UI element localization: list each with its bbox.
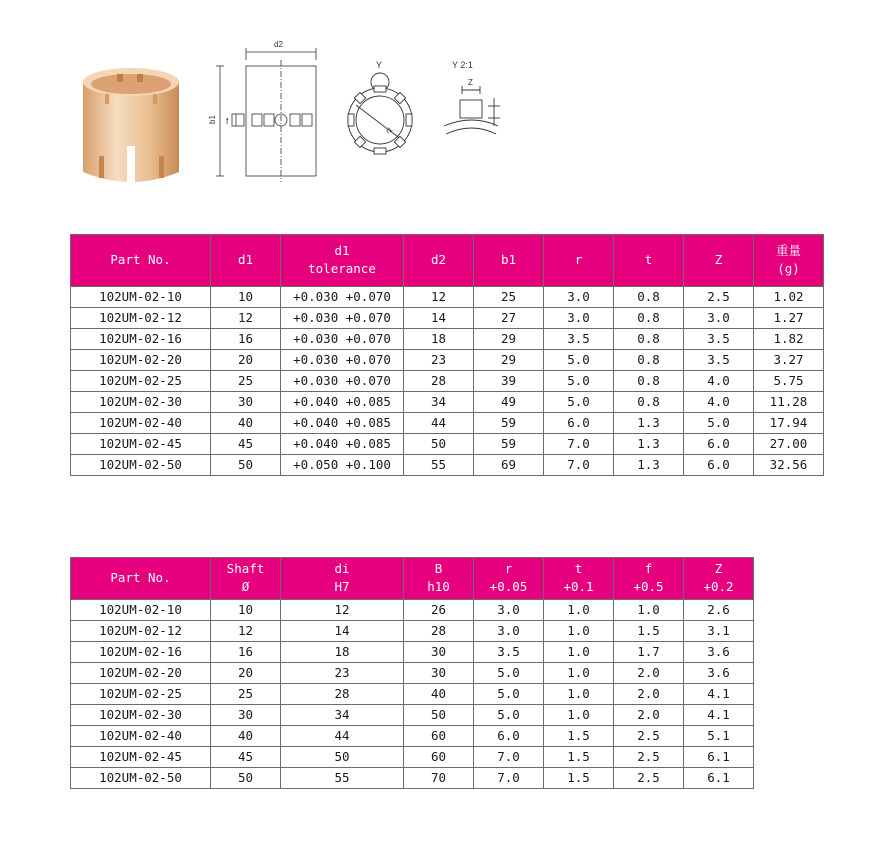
table-cell: 4.0 bbox=[684, 392, 754, 413]
table-cell: 70 bbox=[404, 768, 474, 789]
table-cell: 0.8 bbox=[614, 308, 684, 329]
column-header-line2: +0.5 bbox=[633, 579, 664, 594]
column-header bbox=[544, 235, 614, 287]
column-header bbox=[614, 235, 684, 287]
column-header-line2: H7 bbox=[334, 579, 350, 594]
table-cell: 12 bbox=[281, 600, 404, 621]
column-header-line1: B bbox=[434, 561, 443, 576]
table-row bbox=[71, 455, 824, 476]
table-cell: 5.75 bbox=[754, 371, 824, 392]
table-cell: 102UM-02-25 bbox=[71, 371, 211, 392]
table-cell: 18 bbox=[404, 329, 474, 350]
column-header-line2: tolerance bbox=[308, 261, 376, 276]
product-figure bbox=[70, 30, 530, 190]
table-cell: 5.1 bbox=[684, 726, 754, 747]
table-cell: 1.3 bbox=[614, 434, 684, 455]
table-cell: 2.5 bbox=[614, 726, 684, 747]
table-cell: 102UM-02-12 bbox=[71, 621, 211, 642]
table-cell: 26 bbox=[404, 600, 474, 621]
table-cell: 102UM-02-45 bbox=[71, 434, 211, 455]
table-cell: 102UM-02-50 bbox=[71, 455, 211, 476]
column-header bbox=[404, 235, 474, 287]
table-cell: 102UM-02-20 bbox=[71, 663, 211, 684]
table-cell: 0.8 bbox=[614, 350, 684, 371]
table-cell: 102UM-02-12 bbox=[71, 308, 211, 329]
table-row bbox=[71, 392, 824, 413]
column-header-line2: Ø bbox=[241, 579, 250, 594]
column-header-line2: +0.1 bbox=[563, 579, 594, 594]
table-row bbox=[71, 684, 754, 705]
table-cell: 102UM-02-16 bbox=[71, 329, 211, 350]
column-header-line1: Z bbox=[714, 252, 723, 267]
column-header-line1: d1 bbox=[237, 252, 254, 267]
table-cell: 16 bbox=[211, 329, 281, 350]
r1-label: r1 bbox=[385, 126, 395, 136]
table-cell: 29 bbox=[474, 350, 544, 371]
column-header-line1: f bbox=[644, 561, 653, 576]
table-cell: 27.00 bbox=[754, 434, 824, 455]
table-cell: 4.1 bbox=[684, 684, 754, 705]
table-row bbox=[71, 747, 754, 768]
table-cell: 1.27 bbox=[754, 308, 824, 329]
column-header-line1: di bbox=[334, 561, 350, 576]
table-cell: 1.5 bbox=[544, 726, 614, 747]
table-cell: 5.0 bbox=[544, 392, 614, 413]
table-cell: 5.0 bbox=[474, 705, 544, 726]
table-cell: 50 bbox=[211, 768, 281, 789]
column-header bbox=[281, 235, 404, 287]
table-cell: 30 bbox=[211, 392, 281, 413]
table-cell: 3.6 bbox=[684, 642, 754, 663]
table-cell: 20 bbox=[211, 663, 281, 684]
column-header bbox=[211, 235, 281, 287]
table-cell: 0.8 bbox=[614, 392, 684, 413]
column-header-line1: 重量 bbox=[775, 243, 801, 258]
table-cell: 5.0 bbox=[684, 413, 754, 434]
table-cell: 29 bbox=[474, 329, 544, 350]
table-cell: 1.02 bbox=[754, 287, 824, 308]
column-header bbox=[544, 558, 614, 600]
table-cell: 3.5 bbox=[544, 329, 614, 350]
table-cell: 50 bbox=[211, 455, 281, 476]
technical-drawing bbox=[206, 30, 536, 190]
table-row bbox=[71, 329, 824, 350]
table-cell: 102UM-02-16 bbox=[71, 642, 211, 663]
table-cell: 50 bbox=[404, 705, 474, 726]
table-cell: 3.6 bbox=[684, 663, 754, 684]
table-cell: 102UM-02-45 bbox=[71, 747, 211, 768]
table-cell: 30 bbox=[404, 642, 474, 663]
table-cell: 3.27 bbox=[754, 350, 824, 371]
table-cell: 40 bbox=[211, 413, 281, 434]
column-header-line1: r bbox=[574, 252, 583, 267]
table-cell: 102UM-02-30 bbox=[71, 705, 211, 726]
table-cell: 55 bbox=[281, 768, 404, 789]
table-header-row bbox=[71, 558, 754, 600]
table-cell: 30 bbox=[404, 663, 474, 684]
table-cell: 10 bbox=[211, 287, 281, 308]
column-header-line1: t bbox=[574, 561, 583, 576]
table-cell: 10 bbox=[211, 600, 281, 621]
table-cell: 1.0 bbox=[544, 663, 614, 684]
table-cell: 28 bbox=[281, 684, 404, 705]
table-cell: 32.56 bbox=[754, 455, 824, 476]
table-cell: 102UM-02-50 bbox=[71, 768, 211, 789]
table-cell: 40 bbox=[404, 684, 474, 705]
table-cell: 6.0 bbox=[474, 726, 544, 747]
table-cell: 12 bbox=[211, 308, 281, 329]
table-cell: 2.0 bbox=[614, 663, 684, 684]
table-cell: +0.030 +0.070 bbox=[281, 371, 404, 392]
table-cell: 5.0 bbox=[544, 371, 614, 392]
table-cell: 1.0 bbox=[614, 600, 684, 621]
table-cell: 5.0 bbox=[474, 663, 544, 684]
table-cell: 45 bbox=[211, 434, 281, 455]
column-header bbox=[281, 558, 404, 600]
table-row bbox=[71, 663, 754, 684]
table-cell: 102UM-02-40 bbox=[71, 413, 211, 434]
table-cell: 5.0 bbox=[474, 684, 544, 705]
table-cell: 7.0 bbox=[474, 747, 544, 768]
spec-table-housing bbox=[70, 557, 754, 789]
table-row bbox=[71, 434, 824, 455]
column-header bbox=[684, 558, 754, 600]
table-cell: 17.94 bbox=[754, 413, 824, 434]
table-cell: 34 bbox=[281, 705, 404, 726]
table-cell: 59 bbox=[474, 434, 544, 455]
table-cell: 30 bbox=[211, 705, 281, 726]
table-cell: 2.5 bbox=[614, 768, 684, 789]
table-cell: 1.0 bbox=[544, 705, 614, 726]
table-cell: 3.0 bbox=[544, 308, 614, 329]
table-cell: 4.0 bbox=[684, 371, 754, 392]
table-row bbox=[71, 705, 754, 726]
column-header bbox=[754, 235, 824, 287]
table-cell: 2.0 bbox=[614, 705, 684, 726]
y-label: Y bbox=[376, 60, 383, 70]
table-cell: 4.1 bbox=[684, 705, 754, 726]
table-cell: 3.0 bbox=[474, 600, 544, 621]
column-header bbox=[614, 558, 684, 600]
table-row bbox=[71, 413, 824, 434]
table-cell: 5.0 bbox=[544, 350, 614, 371]
column-header bbox=[71, 558, 211, 600]
table-cell: 102UM-02-10 bbox=[71, 287, 211, 308]
column-header-line1: r bbox=[504, 561, 513, 576]
table-cell: 3.0 bbox=[684, 308, 754, 329]
table-cell: 1.3 bbox=[614, 413, 684, 434]
table-cell: +0.030 +0.070 bbox=[281, 308, 404, 329]
table-cell: 1.0 bbox=[544, 684, 614, 705]
table-cell: 16 bbox=[211, 642, 281, 663]
table-cell: 1.0 bbox=[544, 642, 614, 663]
table-cell: 1.7 bbox=[614, 642, 684, 663]
column-header-line1: t bbox=[644, 252, 653, 267]
column-header-line1: Shaft bbox=[226, 561, 265, 576]
table-cell: 6.0 bbox=[544, 413, 614, 434]
column-header bbox=[474, 235, 544, 287]
table-cell: 102UM-02-10 bbox=[71, 600, 211, 621]
table-cell: 18 bbox=[281, 642, 404, 663]
table-cell: 3.5 bbox=[684, 329, 754, 350]
table-cell: 12 bbox=[404, 287, 474, 308]
table-cell: 40 bbox=[211, 726, 281, 747]
column-header-line2: h10 bbox=[427, 579, 450, 594]
table-cell: 2.5 bbox=[684, 287, 754, 308]
d2-label: d2 bbox=[274, 40, 283, 49]
table-cell: 102UM-02-40 bbox=[71, 726, 211, 747]
column-header-line2: +0.05 bbox=[489, 579, 528, 594]
column-header bbox=[404, 558, 474, 600]
table-cell: 1.0 bbox=[544, 621, 614, 642]
column-header-line1: d2 bbox=[430, 252, 447, 267]
table-cell: +0.040 +0.085 bbox=[281, 434, 404, 455]
table-cell: 44 bbox=[404, 413, 474, 434]
table-cell: 69 bbox=[474, 455, 544, 476]
column-header-line1: Part No. bbox=[110, 252, 171, 267]
table-row bbox=[71, 287, 824, 308]
table-cell: 1.3 bbox=[614, 455, 684, 476]
bushing-photo bbox=[75, 60, 187, 192]
table-row bbox=[71, 308, 824, 329]
table-cell: 6.0 bbox=[684, 434, 754, 455]
f-label: f bbox=[226, 117, 229, 126]
column-header bbox=[71, 235, 211, 287]
table-cell: 28 bbox=[404, 371, 474, 392]
table-cell: 44 bbox=[281, 726, 404, 747]
table-cell: 1.0 bbox=[544, 600, 614, 621]
table-cell: +0.030 +0.070 bbox=[281, 350, 404, 371]
table-cell: 3.1 bbox=[684, 621, 754, 642]
table-cell: 49 bbox=[474, 392, 544, 413]
table-cell: 34 bbox=[404, 392, 474, 413]
b1-label: b1 bbox=[208, 115, 217, 124]
table-cell: 2.0 bbox=[614, 684, 684, 705]
table-cell: 25 bbox=[474, 287, 544, 308]
table-cell: 6.1 bbox=[684, 768, 754, 789]
column-header-line1: d1 bbox=[334, 243, 350, 258]
z-label: Z bbox=[468, 78, 473, 87]
table-cell: 3.0 bbox=[544, 287, 614, 308]
table-cell: 11.28 bbox=[754, 392, 824, 413]
table-cell: 1.82 bbox=[754, 329, 824, 350]
table-cell: 2.6 bbox=[684, 600, 754, 621]
table-cell: 3.0 bbox=[474, 621, 544, 642]
table-header-row bbox=[71, 235, 824, 287]
table-row bbox=[71, 726, 754, 747]
table-cell: 59 bbox=[474, 413, 544, 434]
table-cell: +0.040 +0.085 bbox=[281, 413, 404, 434]
table-row bbox=[71, 642, 754, 663]
table-cell: 60 bbox=[404, 726, 474, 747]
table-cell: +0.030 +0.070 bbox=[281, 329, 404, 350]
table-cell: 14 bbox=[404, 308, 474, 329]
table-cell: 50 bbox=[281, 747, 404, 768]
column-header-line1: Part No. bbox=[110, 570, 171, 585]
column-header-line2: (g) bbox=[777, 261, 800, 276]
table-cell: 0.8 bbox=[614, 329, 684, 350]
table-cell: 55 bbox=[404, 455, 474, 476]
column-header-line2: +0.2 bbox=[703, 579, 734, 594]
table-cell: 0.8 bbox=[614, 371, 684, 392]
spec-table-bushing bbox=[70, 234, 824, 476]
table-cell: 3.5 bbox=[474, 642, 544, 663]
table-cell: 7.0 bbox=[544, 455, 614, 476]
y-scale-label: Y 2:1 bbox=[452, 60, 473, 70]
table-cell: 45 bbox=[211, 747, 281, 768]
table-cell: 60 bbox=[404, 747, 474, 768]
column-header-line1: b1 bbox=[500, 252, 517, 267]
table-cell: 25 bbox=[211, 371, 281, 392]
table-cell: 12 bbox=[211, 621, 281, 642]
table-cell: 25 bbox=[211, 684, 281, 705]
table-cell: 102UM-02-25 bbox=[71, 684, 211, 705]
table-cell: 27 bbox=[474, 308, 544, 329]
table-row bbox=[71, 350, 824, 371]
column-header-line1: Z bbox=[714, 561, 723, 576]
table-cell: 7.0 bbox=[544, 434, 614, 455]
table-cell: 50 bbox=[404, 434, 474, 455]
table-cell: +0.040 +0.085 bbox=[281, 392, 404, 413]
table-row bbox=[71, 768, 754, 789]
table-cell: 39 bbox=[474, 371, 544, 392]
table-cell: 6.1 bbox=[684, 747, 754, 768]
table-cell: +0.030 +0.070 bbox=[281, 287, 404, 308]
table-cell: 23 bbox=[281, 663, 404, 684]
column-header bbox=[211, 558, 281, 600]
table-cell: 20 bbox=[211, 350, 281, 371]
column-header bbox=[474, 558, 544, 600]
table-cell: 1.5 bbox=[544, 747, 614, 768]
table-cell: 23 bbox=[404, 350, 474, 371]
table-row bbox=[71, 621, 754, 642]
table-cell: 102UM-02-30 bbox=[71, 392, 211, 413]
table-cell: 1.5 bbox=[544, 768, 614, 789]
column-header bbox=[684, 235, 754, 287]
table-row bbox=[71, 600, 754, 621]
table-cell: 2.5 bbox=[614, 747, 684, 768]
table-cell: 1.5 bbox=[614, 621, 684, 642]
table-cell: 0.8 bbox=[614, 287, 684, 308]
table-cell: 6.0 bbox=[684, 455, 754, 476]
table-cell: +0.050 +0.100 bbox=[281, 455, 404, 476]
table-cell: 7.0 bbox=[474, 768, 544, 789]
table-cell: 14 bbox=[281, 621, 404, 642]
table-cell: 102UM-02-20 bbox=[71, 350, 211, 371]
table-row bbox=[71, 371, 824, 392]
table-cell: 3.5 bbox=[684, 350, 754, 371]
table-cell: 28 bbox=[404, 621, 474, 642]
